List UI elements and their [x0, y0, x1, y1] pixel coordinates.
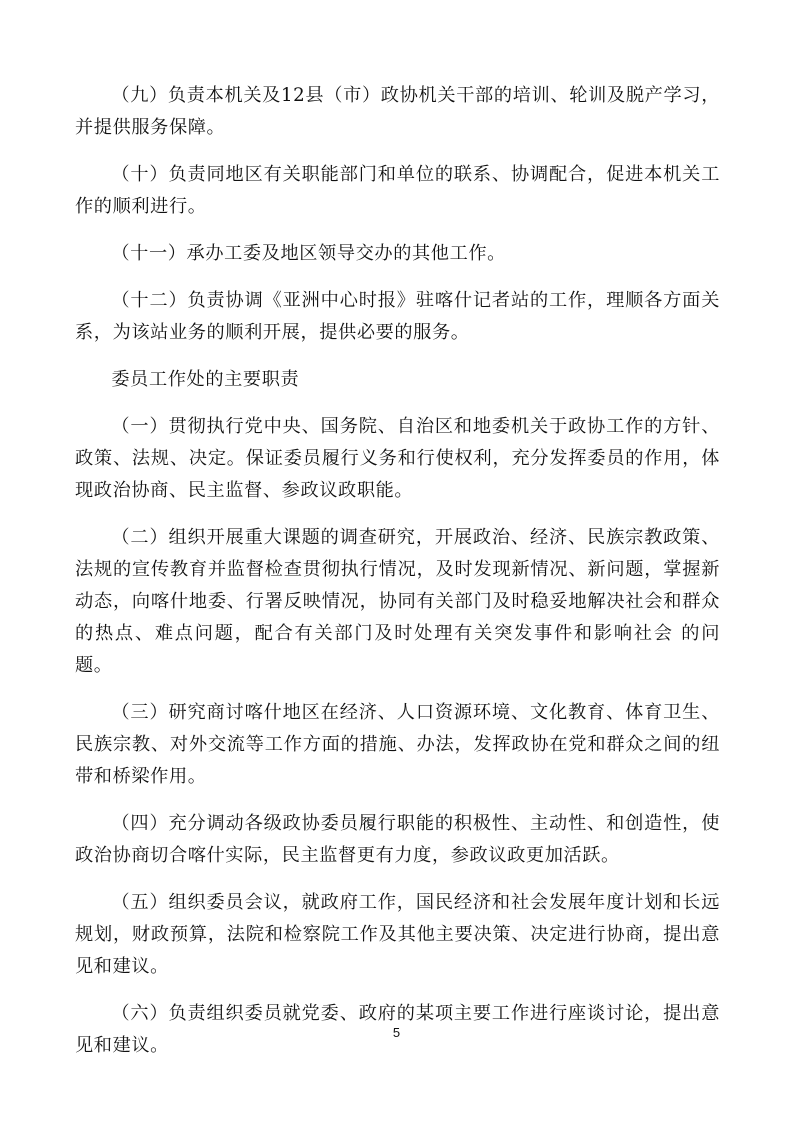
section-heading: 委员工作处的主要职责: [111, 369, 300, 390]
section-paragraph-6: （六）负责组织委员就党委、政府的某项主要工作进行座谈讨论，提出意见和建议。: [75, 1003, 720, 1056]
section-paragraph-5: （五）组织委员会议，就政府工作，国民经济和社会发展年度计划和长远规划，财政预算，法院和检察院工作及其他主要决策、决定进行协商，提出意见和建议。: [75, 892, 720, 977]
section-paragraph-3: （三）研究商讨喀什地区在经济、人口资源环境、文化教育、体育卫生、民族宗教、对外交流等工作方面的措施、办法，发挥政协在党和群众之间的纽带和桥梁作用。: [75, 702, 720, 787]
paragraph-item-12: （十二）负责协调《亚洲中心时报》驻喀什记者站的工作，理顺各方面关系，为该站业务的顺利开展，提供必要的服务。: [75, 290, 720, 343]
document-body: [75, 80, 720, 1077]
section-paragraph-4: （四）充分调动各级政协委员履行职能的积极性、主动性、和创造性，使政治协商切合喀什实际，民主监督更有力度，参政议政更加活跃。: [75, 813, 720, 866]
paragraph-item-9: （九）负责本机关及12县（市）政协机关干部的培训、轮训及脱产学习，并提供服务保障。: [75, 85, 720, 138]
section-paragraph-1: （一）贯彻执行党中央、国务院、自治区和地委机关于政协工作的方针、政策、法规、决定。保证委员履行义务和行使权利，充分发挥委员的作用，体现政治协商、民主监督、参政议政职能。: [75, 416, 720, 501]
paragraph-item-11: （十一）承办工委及地区领导交办的其他工作。: [111, 243, 506, 264]
paragraph-item-10: （十）负责同地区有关职能部门和单位的联系、协调配合，促进本机关工作的顺利进行。: [75, 164, 720, 217]
page-number: 5: [392, 1025, 401, 1040]
section-paragraph-2: （二）组织开展重大课题的调查研究，开展政治、经济、民族宗教政策、法规的宣传教育并监督检查贯彻执行情况，及时发现新情况、新问题，掌握新动态，向喀什地委、行署反映情况，协同有关部门及时稳妥地解决社会和群众的热点、难点问题，配合有关部门及时处理有关突发事件和影响社会 的问题。: [75, 527, 720, 676]
